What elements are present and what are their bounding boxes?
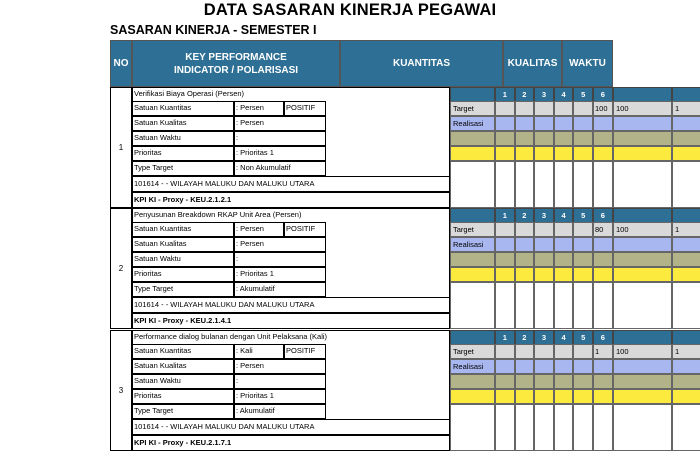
- month-header: 1: [495, 87, 515, 102]
- yellow-row-label: [450, 267, 495, 282]
- row-number: 3: [110, 330, 132, 451]
- yellow-row-month-cell: [495, 146, 515, 161]
- attr-value: : Akumulatif: [234, 282, 326, 297]
- attr-label: Prioritas: [132, 389, 234, 404]
- kpi-code: KPI KI - Proxy - KEU.2.1.2.1: [132, 192, 450, 208]
- attr-value: : Akumulatif: [234, 404, 326, 419]
- kpi-name: Penyusunan Breakdown RKAP Unit Area (Persen): [134, 210, 302, 219]
- tan-row-month-cell: [593, 252, 613, 267]
- month-header: 5: [573, 330, 593, 345]
- realisasi-row-month-cell: [573, 237, 593, 252]
- empty-cell: [554, 161, 574, 208]
- header-kualitas: KUALITAS: [503, 40, 562, 87]
- empty-cell: [613, 404, 672, 451]
- month-header: 3: [534, 87, 554, 102]
- realisasi-row-month-cell: [593, 116, 613, 131]
- attr-label: Type Target: [132, 282, 234, 297]
- target-row-month-cell: [534, 101, 554, 116]
- empty-cell: [573, 282, 593, 329]
- realisasi-row-month-cell: [515, 359, 535, 374]
- target-row-waktu: 1: [672, 101, 700, 116]
- realisasi-row-label: Realisasi: [450, 116, 495, 131]
- month-header: 2: [515, 330, 535, 345]
- kualitas-header-blank: [613, 330, 672, 345]
- target-row-month-cell: 100: [593, 101, 613, 116]
- polarisasi-value: POSITIF: [284, 222, 326, 237]
- target-row-month-cell: [495, 222, 515, 237]
- month-header: 2: [515, 208, 535, 223]
- empty-cell: [515, 404, 535, 451]
- target-row-label: Target: [450, 344, 495, 359]
- tan-row-kualitas: [613, 131, 672, 146]
- tan-row-month-cell: [573, 374, 593, 389]
- realisasi-row-month-cell: [573, 116, 593, 131]
- yellow-row-month-cell: [554, 267, 574, 282]
- yellow-row-month-cell: [554, 146, 574, 161]
- yellow-row-label: [450, 389, 495, 404]
- yellow-row-label: [450, 146, 495, 161]
- month-header: 3: [534, 330, 554, 345]
- yellow-row-waktu: [672, 389, 700, 404]
- realisasi-row-month-cell: [495, 116, 515, 131]
- attr-label: Satuan Waktu: [132, 131, 234, 146]
- attr-label: Satuan Kualitas: [132, 359, 234, 374]
- tan-row-month-cell: [495, 252, 515, 267]
- tan-row-month-cell: [554, 131, 574, 146]
- yellow-row-waktu: [672, 146, 700, 161]
- attr-value: : Prioritas 1: [234, 267, 326, 282]
- target-row-month-cell: [554, 101, 574, 116]
- tan-row-month-cell: [593, 374, 613, 389]
- empty-cell: [672, 161, 700, 208]
- realisasi-row-waktu: [672, 359, 700, 374]
- yellow-row-month-cell: [554, 389, 574, 404]
- month-header: 3: [534, 208, 554, 223]
- month-header: 2: [515, 87, 535, 102]
- empty-cell: [554, 282, 574, 329]
- realisasi-row-waktu: [672, 116, 700, 131]
- realisasi-row-month-cell: [554, 116, 574, 131]
- realisasi-row-kualitas: [613, 116, 672, 131]
- yellow-row-month-cell: [534, 146, 554, 161]
- yellow-row-month-cell: [593, 267, 613, 282]
- yellow-row-kualitas: [613, 267, 672, 282]
- target-row-waktu: 1: [672, 344, 700, 359]
- realisasi-row-month-cell: [534, 359, 554, 374]
- realisasi-row-month-cell: [554, 359, 574, 374]
- empty-cell: [672, 404, 700, 451]
- attr-label: Satuan Kualitas: [132, 237, 234, 252]
- attr-label: Satuan Kuantitas: [132, 101, 234, 116]
- realisasi-row-label: Realisasi: [450, 359, 495, 374]
- attr-value: : Kali: [234, 344, 284, 359]
- attr-value: : Persen: [234, 359, 326, 374]
- tan-row-month-cell: [554, 252, 574, 267]
- realisasi-row-month-cell: [593, 359, 613, 374]
- target-row-month-cell: [554, 344, 574, 359]
- attr-label: Satuan Waktu: [132, 252, 234, 267]
- tan-row-month-cell: [554, 374, 574, 389]
- kpi-code: KPI KI - Proxy - KEU.2.1.4.1: [132, 313, 450, 329]
- yellow-row-month-cell: [495, 267, 515, 282]
- kpi-name: Verifikasi Biaya Operasi (Persen): [134, 89, 245, 98]
- realisasi-row-month-cell: [593, 237, 613, 252]
- target-row-month-cell: [515, 222, 535, 237]
- empty-cell: [534, 282, 554, 329]
- tan-row-kualitas: [613, 374, 672, 389]
- target-row-month-cell: [495, 101, 515, 116]
- month-header-blank: [450, 330, 495, 345]
- empty-cell: [495, 161, 515, 208]
- attr-label: Satuan Kuantitas: [132, 222, 234, 237]
- attr-label: Type Target: [132, 404, 234, 419]
- target-row-month-cell: [554, 222, 574, 237]
- empty-cell: [450, 282, 495, 329]
- kpi-code: KPI KI - Proxy - KEU.2.1.7.1: [132, 435, 450, 451]
- kpi-name: Performance dialog bulanan dengan Unit Pelaksana (Kali): [134, 332, 328, 341]
- empty-cell: [554, 404, 574, 451]
- waktu-header-blank: [672, 208, 700, 223]
- yellow-row-month-cell: [534, 267, 554, 282]
- target-row-month-cell: 1: [593, 344, 613, 359]
- header-waktu: WAKTU: [562, 40, 613, 87]
- attr-label: Type Target: [132, 161, 234, 176]
- empty-cell: [593, 161, 613, 208]
- target-row-kualitas: 100: [613, 101, 672, 116]
- target-row-waktu: 1: [672, 222, 700, 237]
- attr-label: Satuan Waktu: [132, 374, 234, 389]
- kualitas-header-blank: [613, 87, 672, 102]
- realisasi-row-label: Realisasi: [450, 237, 495, 252]
- empty-cell: [534, 404, 554, 451]
- unit-label: 101614 - - WILAYAH MALUKU DAN MALUKU UTARA: [132, 419, 450, 435]
- attr-value: : Prioritas 1: [234, 146, 326, 161]
- header-kpi-label: KEY PERFORMANCE INDICATOR / POLARISASI: [173, 51, 299, 76]
- yellow-row-month-cell: [593, 389, 613, 404]
- target-row-kualitas: 100: [613, 344, 672, 359]
- unit-label: 101614 - - WILAYAH MALUKU DAN MALUKU UTARA: [132, 176, 450, 192]
- attr-value: : Persen: [234, 116, 326, 131]
- realisasi-row-month-cell: [554, 237, 574, 252]
- empty-cell: [573, 404, 593, 451]
- target-row-month-cell: [534, 222, 554, 237]
- tan-row-month-cell: [534, 252, 554, 267]
- empty-cell: [613, 161, 672, 208]
- empty-cell: [450, 161, 495, 208]
- realisasi-row-waktu: [672, 237, 700, 252]
- tan-row-month-cell: [573, 252, 593, 267]
- kpi-block: [110, 87, 680, 208]
- month-header: 6: [593, 87, 613, 102]
- month-header-blank: [450, 208, 495, 223]
- waktu-header-blank: [672, 87, 700, 102]
- realisasi-row-month-cell: [495, 237, 515, 252]
- attr-label: Satuan Kuantitas: [132, 344, 234, 359]
- kpi-block: [110, 330, 680, 451]
- empty-cell: [534, 161, 554, 208]
- empty-cell: [573, 161, 593, 208]
- tan-row-month-cell: [515, 131, 535, 146]
- tan-row-label: [450, 374, 495, 389]
- yellow-row-waktu: [672, 267, 700, 282]
- page-title: DATA SASARAN KINERJA PEGAWAI: [203, 1, 497, 19]
- empty-cell: [495, 282, 515, 329]
- realisasi-row-month-cell: [534, 237, 554, 252]
- yellow-row-month-cell: [593, 146, 613, 161]
- tan-row-label: [450, 252, 495, 267]
- realisasi-row-kualitas: [613, 359, 672, 374]
- yellow-row-kualitas: [613, 389, 672, 404]
- section-subtitle: SASARAN KINERJA - SEMESTER I: [110, 23, 317, 37]
- tan-row-month-cell: [495, 374, 515, 389]
- tan-row-month-cell: [515, 374, 535, 389]
- month-header: 4: [554, 330, 574, 345]
- target-row-month-cell: [573, 344, 593, 359]
- attr-value: :: [234, 374, 326, 389]
- attr-value: : Persen: [234, 237, 326, 252]
- yellow-row-month-cell: [515, 146, 535, 161]
- month-header: 5: [573, 87, 593, 102]
- month-header: 4: [554, 208, 574, 223]
- month-header: 1: [495, 208, 515, 223]
- month-header-blank: [450, 87, 495, 102]
- month-header: 5: [573, 208, 593, 223]
- yellow-row-month-cell: [573, 389, 593, 404]
- tan-row-waktu: [672, 374, 700, 389]
- tan-row-month-cell: [495, 131, 515, 146]
- tan-row-month-cell: [534, 131, 554, 146]
- target-row-month-cell: [515, 344, 535, 359]
- attr-value: :: [234, 131, 326, 146]
- target-row-month-cell: [534, 344, 554, 359]
- tan-row-month-cell: [573, 131, 593, 146]
- yellow-row-month-cell: [573, 267, 593, 282]
- yellow-row-month-cell: [495, 389, 515, 404]
- attr-value: :: [234, 252, 326, 267]
- kpi-block: [110, 208, 680, 329]
- tan-row-kualitas: [613, 252, 672, 267]
- tan-row-month-cell: [593, 131, 613, 146]
- yellow-row-month-cell: [515, 267, 535, 282]
- realisasi-row-month-cell: [515, 237, 535, 252]
- unit-label: 101614 - - WILAYAH MALUKU DAN MALUKU UTARA: [132, 297, 450, 313]
- yellow-row-month-cell: [573, 146, 593, 161]
- realisasi-row-month-cell: [515, 116, 535, 131]
- empty-cell: [593, 404, 613, 451]
- attr-value: : Persen: [234, 101, 284, 116]
- attr-value: : Persen: [234, 222, 284, 237]
- header-no: NO: [110, 40, 132, 87]
- empty-cell: [495, 404, 515, 451]
- realisasi-row-month-cell: [495, 359, 515, 374]
- header-kpi: [132, 40, 340, 87]
- attr-label: Prioritas: [132, 267, 234, 282]
- tan-row-month-cell: [515, 252, 535, 267]
- attr-value: : Non Akumulatif: [234, 161, 326, 176]
- target-row-label: Target: [450, 101, 495, 116]
- yellow-row-month-cell: [515, 389, 535, 404]
- month-header: 6: [593, 330, 613, 345]
- target-row-month-cell: 80: [593, 222, 613, 237]
- attr-value: : Prioritas 1: [234, 389, 326, 404]
- empty-cell: [450, 404, 495, 451]
- target-row-month-cell: [573, 222, 593, 237]
- attr-label: Prioritas: [132, 146, 234, 161]
- empty-cell: [672, 282, 700, 329]
- tan-row-waktu: [672, 252, 700, 267]
- header-kuantitas: KUANTITAS: [340, 40, 503, 87]
- polarisasi-value: POSITIF: [284, 101, 326, 116]
- row-number: 2: [110, 208, 132, 329]
- month-header: 6: [593, 208, 613, 223]
- empty-cell: [613, 282, 672, 329]
- yellow-row-kualitas: [613, 146, 672, 161]
- target-row-month-cell: [515, 101, 535, 116]
- tan-row-month-cell: [534, 374, 554, 389]
- month-header: 1: [495, 330, 515, 345]
- target-row-kualitas: 100: [613, 222, 672, 237]
- tan-row-label: [450, 131, 495, 146]
- target-row-month-cell: [495, 344, 515, 359]
- polarisasi-value: POSITIF: [284, 344, 326, 359]
- target-row-label: Target: [450, 222, 495, 237]
- empty-cell: [515, 161, 535, 208]
- realisasi-row-month-cell: [534, 116, 554, 131]
- waktu-header-blank: [672, 330, 700, 345]
- kualitas-header-blank: [613, 208, 672, 223]
- target-row-month-cell: [573, 101, 593, 116]
- tan-row-waktu: [672, 131, 700, 146]
- yellow-row-month-cell: [534, 389, 554, 404]
- attr-label: Satuan Kualitas: [132, 116, 234, 131]
- empty-cell: [515, 282, 535, 329]
- month-header: 4: [554, 87, 574, 102]
- realisasi-row-kualitas: [613, 237, 672, 252]
- row-number: 1: [110, 87, 132, 208]
- realisasi-row-month-cell: [573, 359, 593, 374]
- empty-cell: [593, 282, 613, 329]
